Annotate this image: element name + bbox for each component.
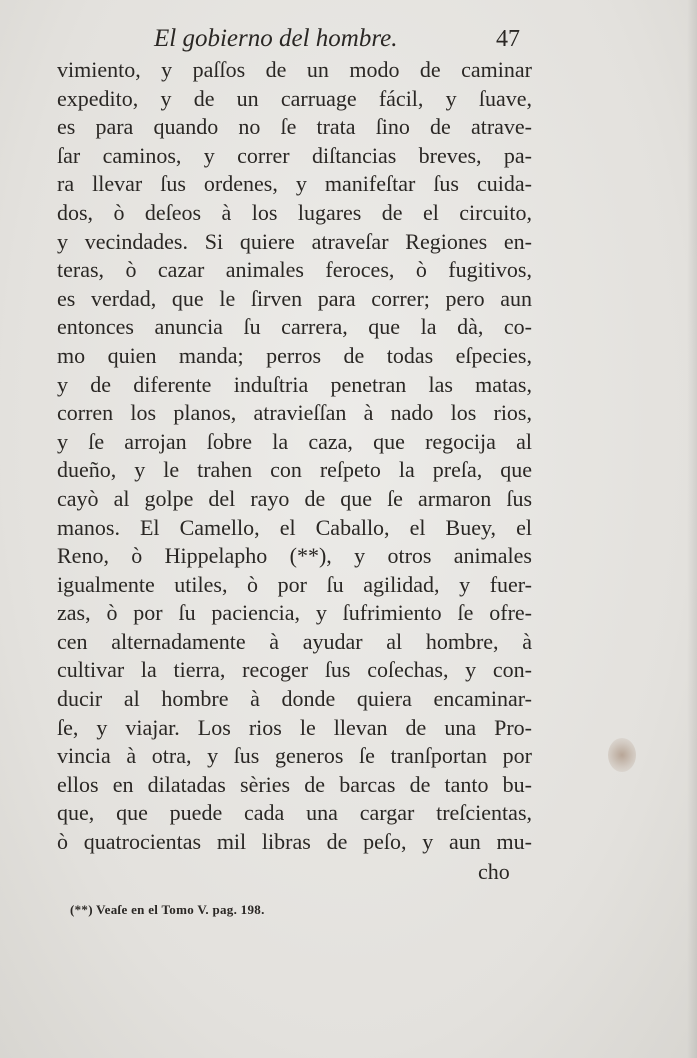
text-line: ellos en dilatadas sèries de barcas de tanto bu- xyxy=(57,771,532,797)
text-line: y de diferente induſtria penetran las matas, xyxy=(57,371,532,397)
page-number: 47 xyxy=(496,26,520,52)
text-line: cayò al golpe del rayo de que ſe armaron ſus xyxy=(57,485,532,511)
text-line: ra llevar ſus ordenes, y manifeſtar ſus cuida- xyxy=(57,171,532,197)
text-line: que, que puede cada una cargar treſcientas, xyxy=(57,800,532,826)
text-line: y vecindades. Si quiere atraveſar Regiones en- xyxy=(57,228,532,254)
catchword: cho xyxy=(478,859,510,884)
text-line: mo quien manda; perros de todas eſpecies, xyxy=(57,342,532,368)
text-line: cen alternadamente à ayudar al hombre, à xyxy=(57,628,532,654)
text-line: zas, ò por ſu paciencia, y ſufrimiento ſe ofre- xyxy=(57,600,532,626)
text-line: manos. El Camello, el Caballo, el Buey, el xyxy=(57,514,532,540)
text-line: ò quatrocientas mil libras de peſo, y aun mu- xyxy=(57,829,532,855)
text-line: teras, ò cazar animales feroces, ò fugitivos, xyxy=(57,257,532,283)
text-line: dueño, y le trahen con reſpeto la preſa, que xyxy=(57,457,532,483)
footnote: (**) Veaſe en el Tomo V. pag. 198. xyxy=(70,902,265,917)
text-line: y ſe arrojan ſobre la caza, que regocija al xyxy=(57,428,532,454)
text-line: corren los planos, atravieſſan à nado los rios, xyxy=(57,400,532,426)
body-text xyxy=(57,56,532,857)
text-line: entonces anuncia ſu carrera, que la dà, co- xyxy=(57,314,532,340)
text-line: Reno, ò Hippelapho (**), y otros animales xyxy=(57,543,532,569)
page-header xyxy=(120,24,520,54)
text-line: expedito, y de un carruage fácil, y ſuave, xyxy=(57,85,532,111)
text-line: es para quando no ſe trata ſino de atrave- xyxy=(57,114,532,140)
text-line: dos, ò deſeos à los lugares de el circuito, xyxy=(57,199,532,225)
text-line: ſar caminos, y correr diſtancias breves, pa- xyxy=(57,142,532,168)
text-line: igualmente utiles, ò por ſu agilidad, y fuer- xyxy=(57,571,532,597)
running-title: El gobierno del hombre. xyxy=(154,25,398,52)
paper-stain xyxy=(608,738,636,772)
text-line: vimiento, y paſſos de un modo de caminar xyxy=(57,57,532,82)
text-line: ducir al hombre à donde quiera encaminar- xyxy=(57,686,532,712)
text-line: vincia à otra, y ſus generos ſe tranſportan por xyxy=(57,743,532,769)
text-line: ſe, y viajar. Los rios le llevan de una Pro- xyxy=(57,714,532,740)
text-line: cultivar la tierra, recoger ſus coſechas, y con- xyxy=(57,657,532,683)
text-line: es verdad, que le ſirven para correr; pero aun xyxy=(57,285,532,311)
page-edge-shadow xyxy=(687,0,697,1058)
